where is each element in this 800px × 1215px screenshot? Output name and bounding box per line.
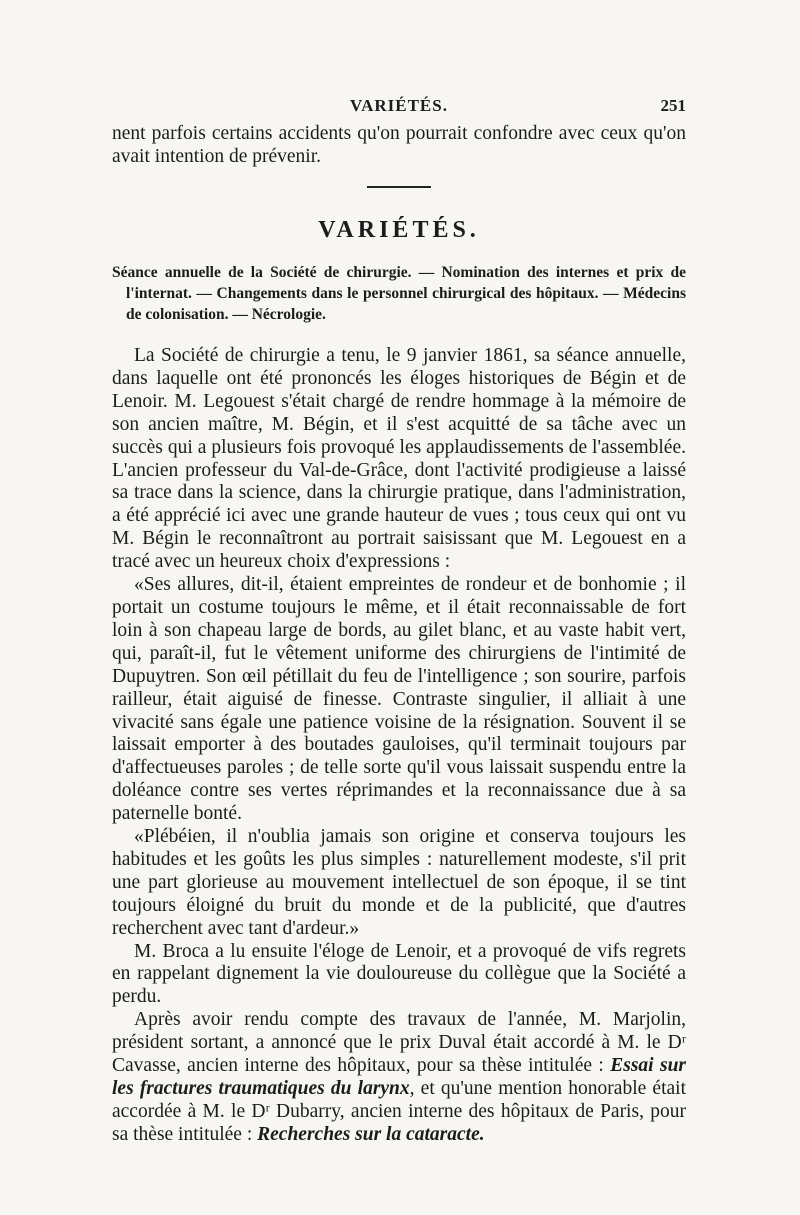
section-title: VARIÉTÉS. — [318, 217, 480, 243]
carryover-text: nent parfois certains accidents qu'on pourrait confondre avec ceux qu'on avait intention de prévenir. — [112, 123, 686, 167]
paragraph: «Plébéien, il n'oublia jamais son origine et conserva toujours les habitudes et les goûts les plus simples : naturellement modeste, s'il prit une part glorieuse au mouvement intellectuel de son époque, il se tint toujours éloigné du bruit du monde et de la publicité, que d'autres recherchent avec tant d'ardeur.» — [112, 826, 686, 939]
paragraph: «Ses allures, dit-il, étaient empreintes de rondeur et de bonhomie ; il portait un costume toujours le même, et il était reconnaissable de fort loin à son chapeau large de bords, au gilet blanc, et au vaste habit vert, qui, paraît-il, fut le vêtement uniforme des chirurgiens de l'intimité de Dupuytren. Son œil pétillait du feu de l'intelligence ; son sourire, parfois railleur, était aiguisé de finesse. Contraste singulier, il alliait à une vivacité sans égale une patience voisine de la résignation. Souvent il se laissait emporter à des boutades gauloises, qu'il terminait toujours par d'affectueuses paroles ; de telle sorte qu'il vous laissait suspendu entre la doléance contre ses vertes réprimandes et la reconnaissance due à sa paternelle bonté. — [112, 574, 686, 825]
separator-rule — [367, 186, 431, 188]
section-summary: Séance annuelle de la Société de chirurgie. — Nomination des internes et prix de l'internat. — Changements dans le personnel chirurgical des hôpitaux. — Médecins de colonisation. — Nécrologie. — [112, 264, 686, 323]
running-head — [112, 96, 686, 122]
thesis-title-1: Essai sur les fractures traumatiques du larynx — [112, 1055, 687, 1099]
page-number: 251 — [660, 96, 686, 115]
paragraph-prizes — [112, 1009, 686, 1146]
paragraph: M. Broca a lu ensuite l'éloge de Lenoir, et a provoqué de vifs regrets en rappelant dignement la vie douloureuse du collègue que la Société a perdu. — [112, 940, 686, 1008]
page — [112, 96, 686, 1147]
running-head-title: VARIÉTÉS. — [350, 96, 448, 115]
thesis-title-2: Recherches sur la cataracte. — [257, 1123, 485, 1145]
paragraph: La Société de chirurgie a tenu, le 9 janvier 1861, sa séance annuelle, dans laquelle ont été prononcés les éloges historiques de Bégin et de Lenoir. M. Legouest s'était chargé de rendre hommage à la mémoire de son ancien maître, M. Bégin, et il s'est acquitté de sa tâche avec un succès qui a plusieurs fois provoqué les applaudissements de l'assemblée. L'ancien professeur du Val-de-Grâce, dont l'activité prodigieuse a laissé sa trace dans la science, dans la chirurgie pratique, dans l'administration, a été apprécié ici avec une grande hauteur de vues ; tous ceux qui ont vu M. Bégin le reconnaîtront au portrait saisissant que M. Legouest en a tracé avec un heureux choix d'expressions : — [112, 345, 686, 573]
prize-text-1: Après avoir rendu compte des travaux de l'année, M. Marjolin, président sortant, a annoncé que le prix Duval était accordé à M. le Dʳ Cavasse, ancien interne des hôpitaux, pour sa thèse intitulée : — [112, 1009, 686, 1077]
prize-text-2: , et qu'une mention honorable était accordée à M. le Dʳ Dubarry, ancien interne des hôpitaux de Paris, pour sa thèse intitulée : — [112, 1078, 686, 1145]
